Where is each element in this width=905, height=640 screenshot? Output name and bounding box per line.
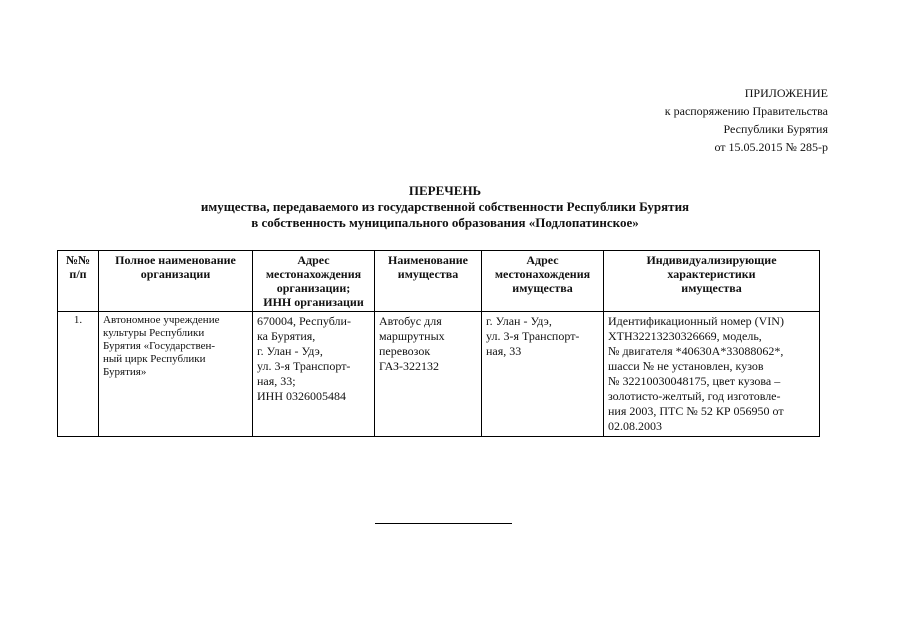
appendix-line: к распоряжению Правительства — [664, 104, 828, 118]
cell-org-name: Автономное учреждение культуры Республики Бурятия «Государствен- ный цирк Республики Бурятия» — [99, 312, 253, 437]
title-subtitle: имущества, передаваемого из государственной собственности Республики Бурятия — [200, 199, 690, 214]
cell-property-address: г. Улан - Удэ, ул. 3-я Транспорт- ная, 33 — [482, 312, 604, 437]
appendix-block — [665, 84, 828, 156]
cell-number: 1. — [58, 312, 99, 437]
signature-line — [375, 523, 512, 524]
table-row — [58, 312, 820, 437]
property-table — [57, 250, 820, 437]
appendix-line: Республики Бурятия — [723, 122, 828, 136]
col-header-org-address: Адрес местонахождения организации; ИНН организации — [253, 251, 375, 312]
cell-org-address: 670004, Республи- ка Бурятия, г. Улан - Удэ, ул. 3-я Транспорт- ная, 33; ИНН 0326005484 — [253, 312, 375, 437]
document-title — [0, 183, 890, 231]
table-header-row — [58, 251, 820, 312]
appendix-title: ПРИЛОЖЕНИЕ — [744, 86, 828, 100]
cell-property-name: Автобус для маршрутных перевозок ГАЗ-322132 — [375, 312, 482, 437]
col-header-property-name: Наименование имущества — [375, 251, 482, 312]
cell-characteristics: Идентификационный номер (VIN) ХТН32213230326669, модель, № двигателя *40630А*33088062*, шасси № не установлен, кузов № 32210030048175, цвет кузова – золотисто-желтый, год изготовле- ния 2003, ПТС № 52 КР 056950 от 02.08.2003 — [604, 312, 820, 437]
appendix-date: от 15.05.2015 № 285-р — [714, 140, 828, 154]
title-heading: ПЕРЕЧЕНЬ — [408, 183, 482, 198]
title-subtitle: в собственность муниципального образования «Подлопатинское» — [251, 215, 639, 230]
col-header-number: №№ п/п — [58, 251, 99, 312]
col-header-characteristics: Индивидуализирующие характеристики имущества — [604, 251, 820, 312]
col-header-org-name: Полное наименование организации — [99, 251, 253, 312]
col-header-property-address: Адрес местонахождения имущества — [482, 251, 604, 312]
